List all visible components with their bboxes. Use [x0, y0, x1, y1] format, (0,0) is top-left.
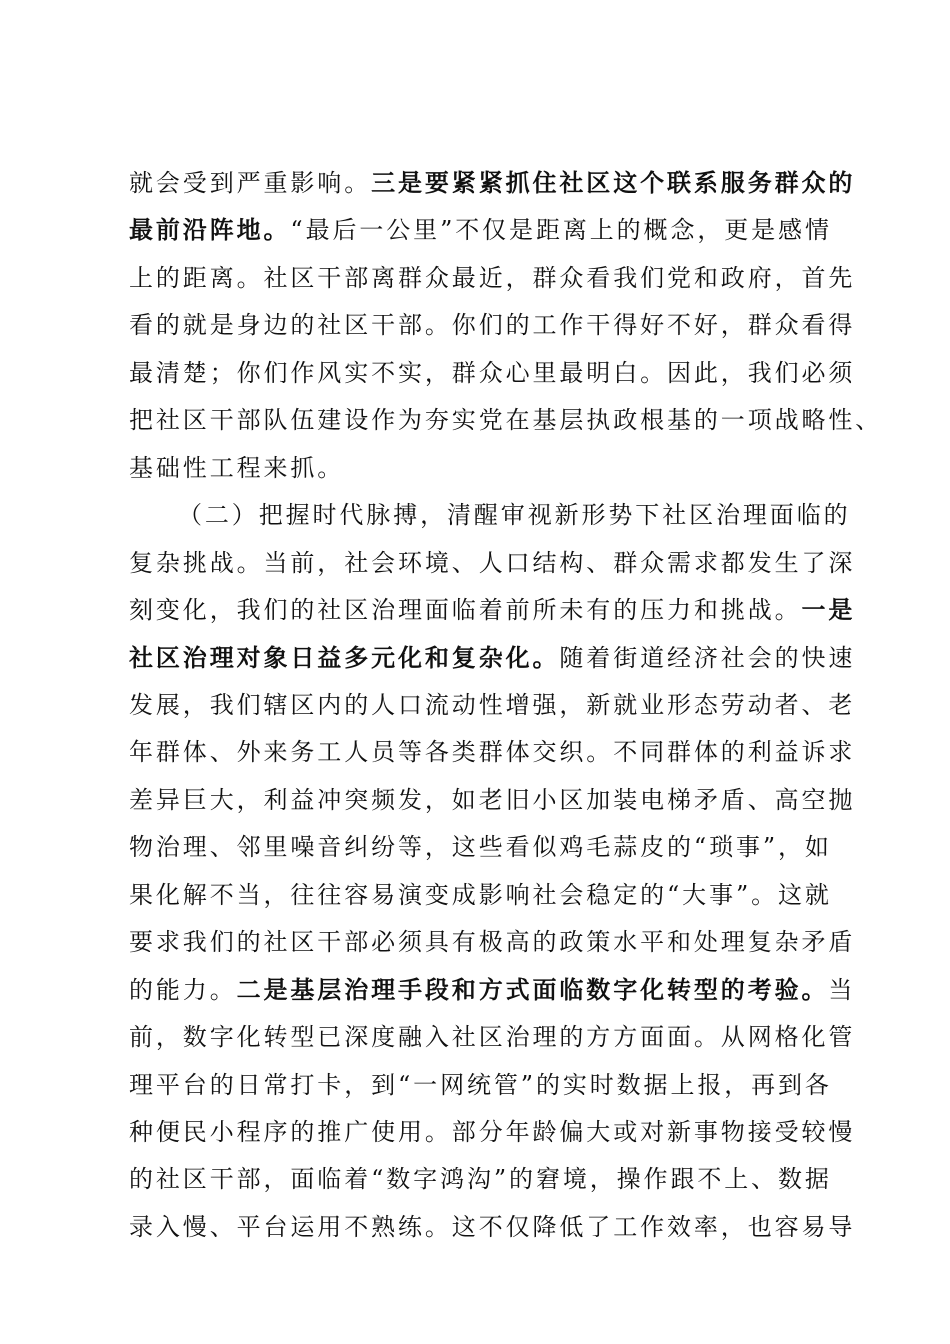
bold-text-segment: 三是要紧紧抓住社区这个联系服务群众的 [371, 168, 856, 197]
text-segment: 上的距离。社区干部离群众最近，群众看我们党和政府，首先 [129, 263, 856, 292]
text-line [129, 1014, 855, 1060]
text-segment: 看的就是身边的社区干部。你们的工作干得好不好，群众看得 [129, 311, 856, 340]
bold-text-segment: 社区治理对象日益多元化和复杂化。 [129, 642, 560, 672]
text-segment: 差异巨大，利益冲突频发，如老旧小区加装电梯矛盾、高空抛 [129, 785, 856, 814]
text-segment: 随着街道经济社会的快速 [559, 643, 856, 672]
text-segment: 种便民小程序的推广使用。部分年龄偏大或对新事物接受较慢 [129, 1118, 856, 1146]
bold-text-segment: 最前沿阵地。 [129, 215, 291, 245]
text-segment: 果化解不当，往往容易演变成影响社会稳定的“大事”。这就 [129, 880, 832, 909]
text-segment: “最后一公里”不仅是距离上的概念，更是感情 [290, 216, 832, 245]
text-line [129, 160, 855, 206]
text-segment: 物治理、邻里噪音纠纷等，这些看似鸡毛蒜皮的“琐事”，如 [129, 833, 832, 862]
text-segment: 录入慢、平台运用不熟练。这不仅降低了工作效率，也容易导 [129, 1212, 856, 1241]
text-line [129, 872, 832, 918]
text-segment: 把社区干部队伍建设作为夯实党在基层执政根基的一项战略性、 [129, 406, 883, 435]
text-segment: 就会受到严重影响。 [129, 169, 372, 197]
text-line [129, 1204, 855, 1250]
text-segment: 要求我们的社区干部必须具有极高的政策水平和处理复杂矛盾 [129, 928, 856, 957]
text-line [129, 777, 855, 823]
text-segment: 发展，我们辖区内的人口流动性增强，新就业形态劳动者、老 [129, 690, 856, 719]
text-segment: 理平台的日常打卡，到“一网统管”的实时数据上报，再到各 [129, 1070, 832, 1099]
text-segment: （二）把握时代脉搏，清醒审视新形势下社区治理面临的 [178, 501, 851, 530]
text-line [129, 1156, 832, 1202]
text-line [129, 1109, 855, 1155]
text-line [129, 967, 855, 1013]
text-line [129, 397, 882, 443]
bold-text-segment: 二是基层治理手段和方式面临数字化转型的考验。 [236, 974, 829, 1004]
text-segment: 的社区干部，面临着“数字鸿沟”的窘境，操作跟不上、数据 [129, 1165, 832, 1194]
text-segment: 前，数字化转型已深度融入社区治理的方方面面。从网格化管 [129, 1023, 856, 1052]
text-line [129, 540, 855, 586]
bold-text-segment: 一是 [801, 595, 856, 625]
text-segment: 年群体、外来务工人员等各类群体交织。不同群体的利益诉求 [129, 738, 856, 767]
text-line [129, 919, 855, 965]
text-segment: 当 [828, 975, 856, 1004]
text-line [129, 302, 855, 348]
text-line [129, 1062, 832, 1108]
text-line [129, 587, 855, 633]
text-line [129, 207, 832, 253]
text-line [129, 255, 855, 301]
text-segment: 的能力。 [129, 975, 237, 1004]
text-segment: 基础性工程来抓。 [129, 453, 345, 482]
text-segment: 复杂挑战。当前，社会环境、人口结构、群众需求都发生了深 [129, 548, 856, 577]
text-line [129, 729, 855, 775]
text-line [129, 350, 855, 396]
text-line [129, 445, 344, 491]
text-line [129, 824, 832, 870]
text-segment: 最清楚；你们作风实不实，群众心里最明白。因此，我们必须 [129, 358, 856, 387]
text-line [178, 492, 851, 538]
text-line [129, 635, 855, 681]
text-segment: 刻变化，我们的社区治理面临着前所未有的压力和挑战。 [129, 596, 802, 625]
text-line [129, 682, 855, 728]
